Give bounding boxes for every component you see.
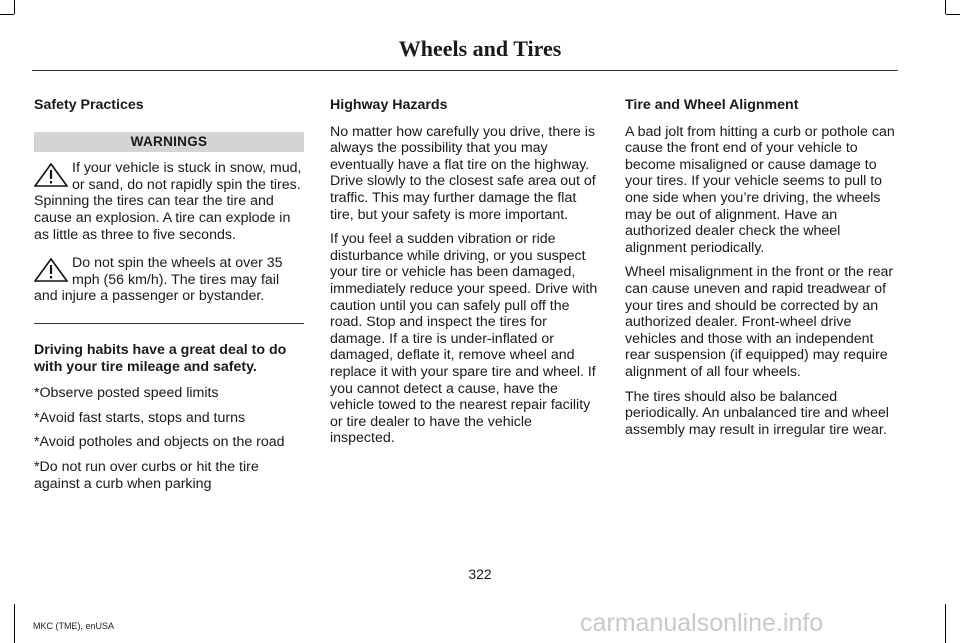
page-title: Wheels and Tires bbox=[398, 36, 562, 61]
column-safety-practices bbox=[34, 97, 304, 500]
paragraph: If you feel a sudden vibration or ride disturbance while driving, or you suspect your tire or vehicle has been damaged, immediately reduce your speed. Drive with caution until you can safely pull off the road. Stop and inspect the tires for damage. If a tire is under-inflated or damaged, deflate it, remove wheel and replace it with your spare tire and wheel. If you cannot detect a cause, have the vehicle towed to the nearest repair facility or tire dealer to have the vehicle inspected. bbox=[330, 231, 598, 447]
section-divider bbox=[34, 323, 304, 324]
footer-model-code: MKC (TME), enUSA bbox=[33, 621, 115, 631]
column-tire-wheel-alignment bbox=[625, 97, 895, 446]
warning-text: If your vehicle is stuck in snow, mud, or sand, do not rapidly spin the tires. Spinning the tires can tear the tire and cause an explosion. A tire can explode in as little as three to five seconds. bbox=[34, 160, 302, 243]
paragraph: No matter how carefully you drive, there is always the possibility that you may eventually have a flat tire on the highway. Drive slowly to the closest safe area out of traffic. This may further damage the flat tire, but your safety is more important. bbox=[330, 123, 596, 223]
warnings-bar: WARNINGS bbox=[34, 132, 304, 153]
crop-mark bbox=[14, 0, 15, 14]
paragraph: A bad jolt from hitting a curb or pothole can cause the front end of your vehicle to become misaligned or cause damage to your tires. If your vehicle seems to pull to one side when you’re driving, the wheels may be out of alignment. Have an authorized dealer check the wheel alignment periodically. bbox=[625, 123, 895, 256]
header-rule bbox=[32, 70, 898, 71]
column-highway-hazards bbox=[330, 97, 600, 455]
page-number: 322 bbox=[468, 566, 492, 582]
crop-mark bbox=[14, 604, 15, 643]
warning-triangle-icon bbox=[34, 163, 68, 187]
list-item: *Observe posted speed limits bbox=[34, 385, 219, 402]
crop-mark bbox=[946, 14, 960, 15]
warning-block bbox=[34, 160, 304, 243]
list-item: *Do not run over curbs or hit the tire against a curb when parking bbox=[34, 458, 259, 492]
paragraph: The tires should also be balanced periodically. An unbalanced tire and wheel assembly may result in irregular tire wear. bbox=[625, 388, 889, 438]
driving-habits-heading: Driving habits have a great deal to do with your tire mileage and safety. bbox=[34, 341, 287, 375]
section-heading: Safety Practices bbox=[34, 97, 144, 113]
warning-block bbox=[34, 255, 304, 305]
paragraph: Wheel misalignment in the front or the rear can cause uneven and rapid treadwear of your tires and should be corrected by an authorized dealer. Front-wheel drive vehicles and those with an independent rear suspension (if equipped) may require alignment of all four wheels. bbox=[625, 264, 894, 380]
crop-mark bbox=[0, 14, 14, 15]
list-item: *Avoid fast starts, stops and turns bbox=[34, 409, 246, 426]
section-heading: Highway Hazards bbox=[330, 97, 448, 113]
watermark: carmanualsonline.info bbox=[580, 609, 824, 637]
section-heading: Tire and Wheel Alignment bbox=[625, 97, 799, 113]
warning-triangle-icon bbox=[34, 258, 68, 282]
crop-mark bbox=[945, 0, 946, 14]
list-item: *Avoid potholes and objects on the road bbox=[34, 434, 285, 451]
crop-mark bbox=[945, 604, 946, 643]
warning-text: Do not spin the wheels at over 35 mph (56 km/h). The tires may fail and injure a passenger or bystander. bbox=[34, 255, 283, 305]
